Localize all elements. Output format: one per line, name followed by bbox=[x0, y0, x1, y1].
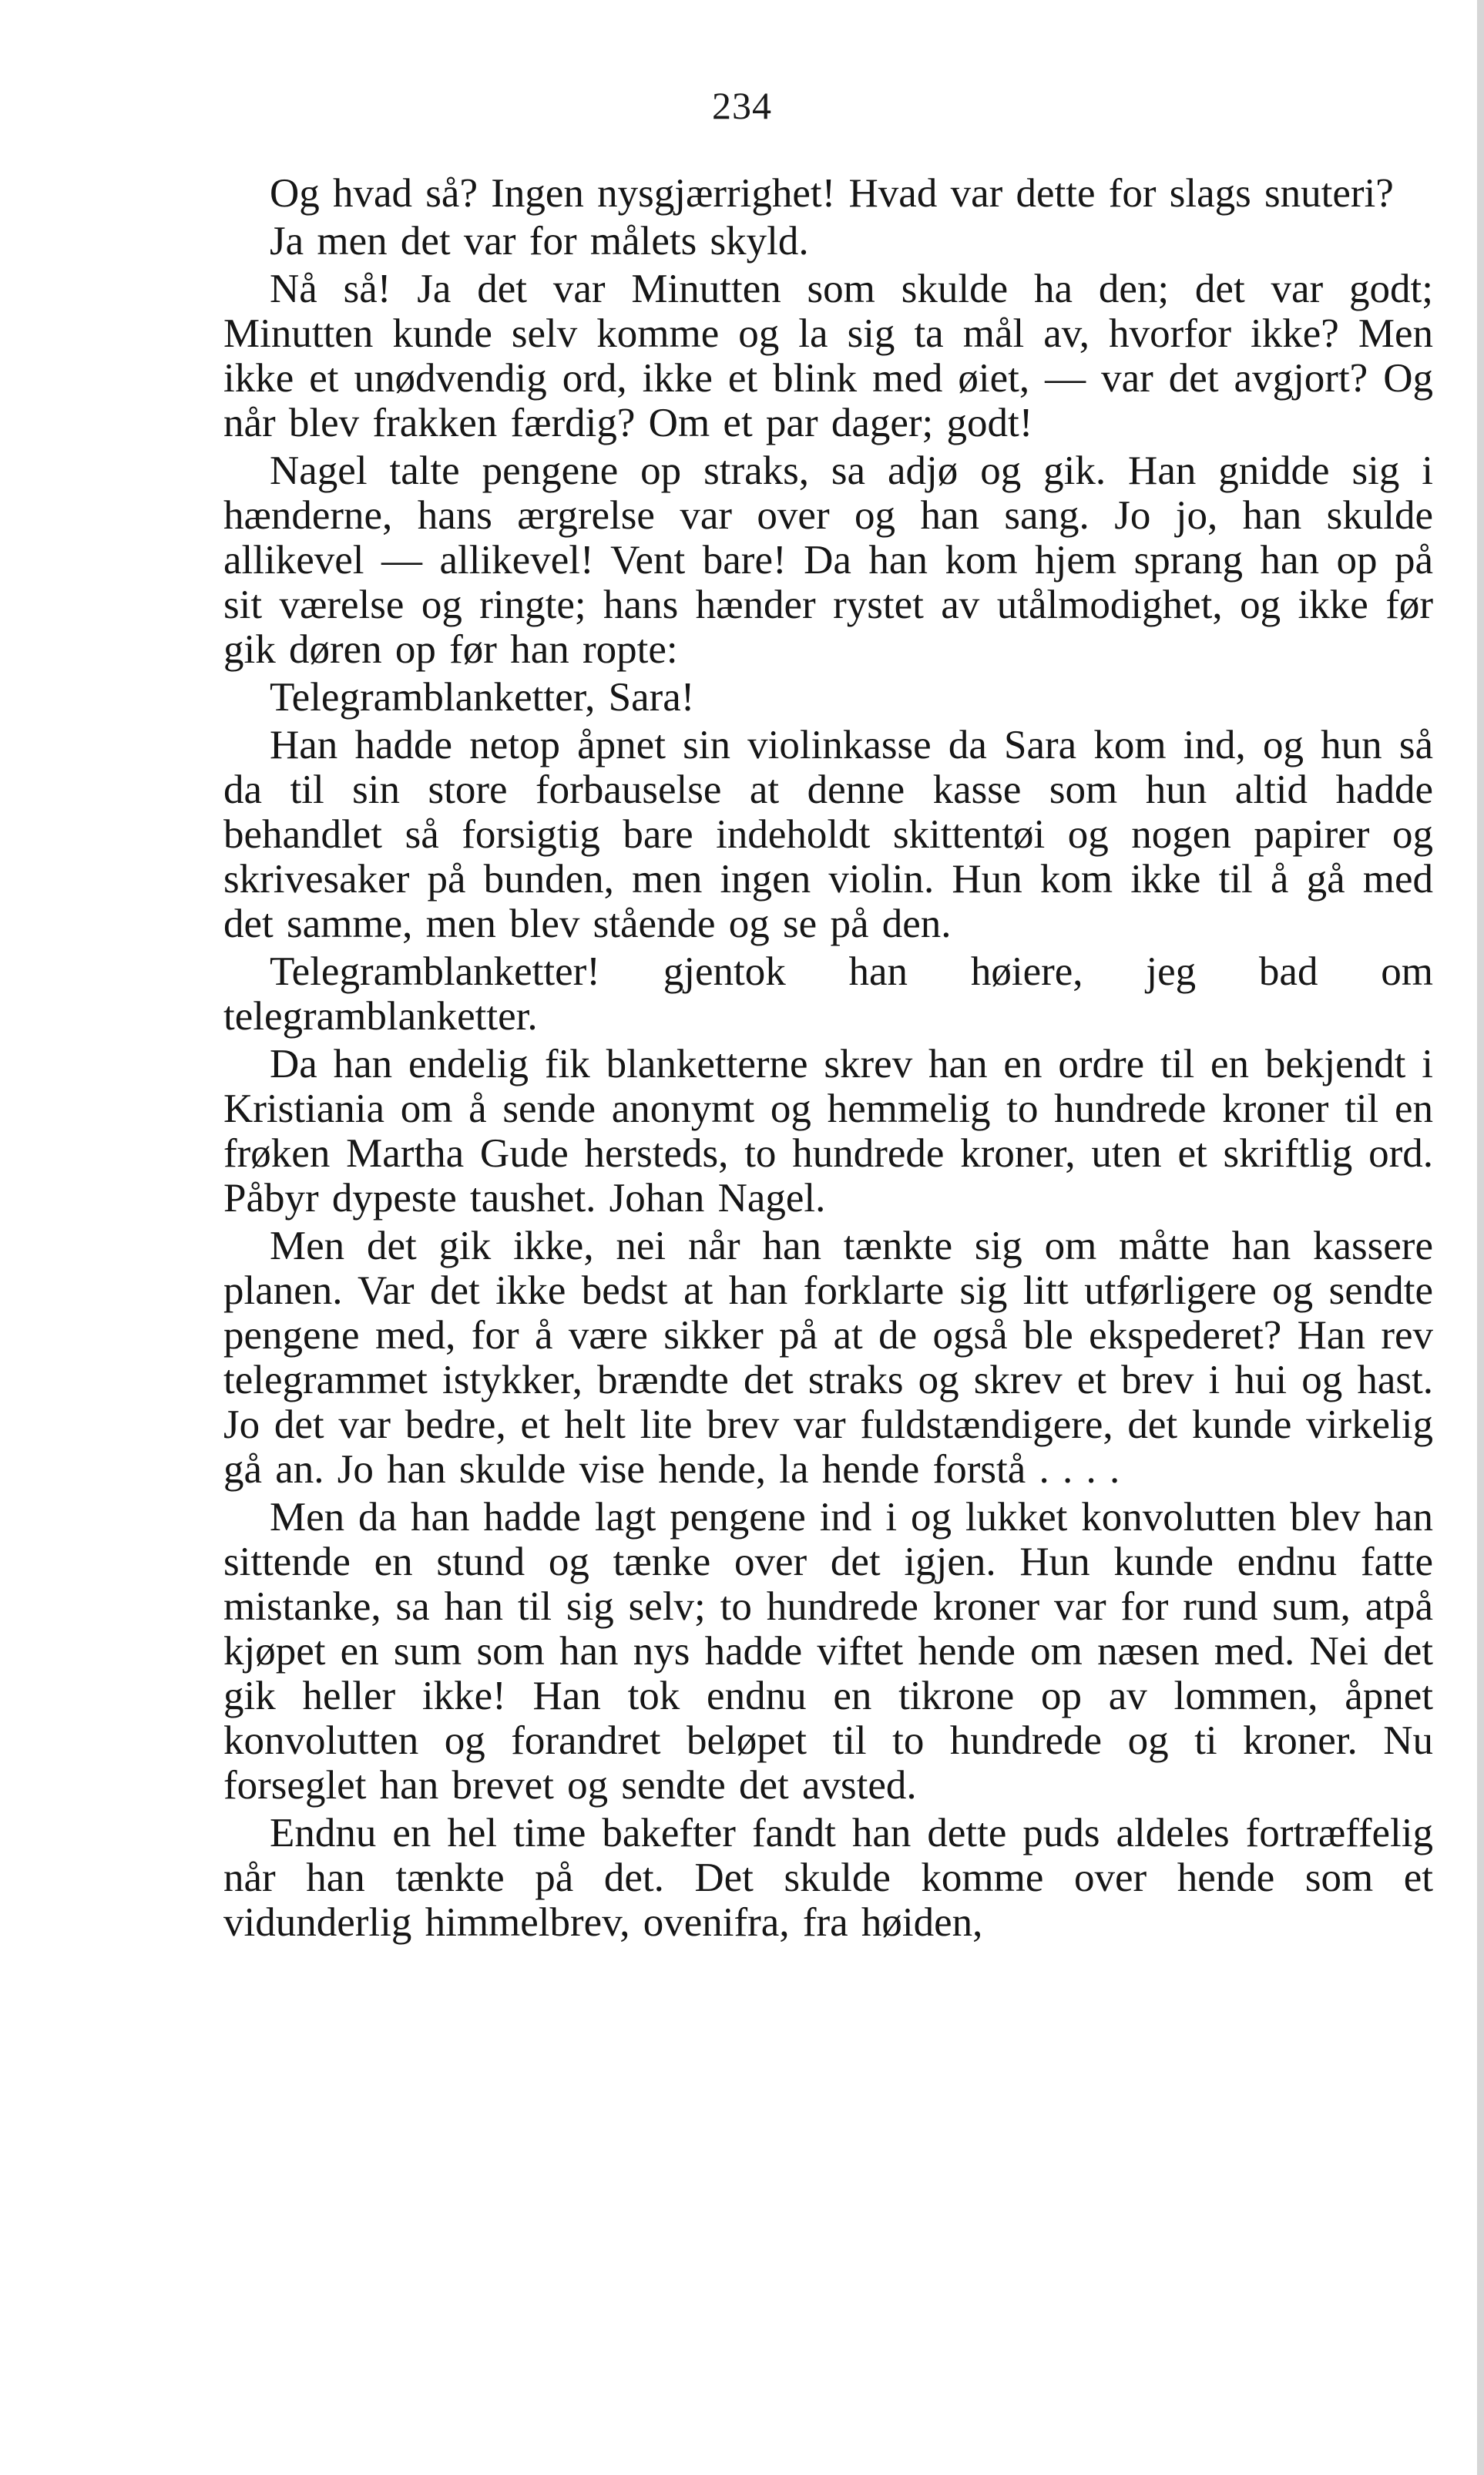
paragraph: Nå så! Ja det var Minutten som skulde ha den; det var godt; Minutten kunde selv komme og la sig ta mål av, hvorfor ikke? Men ikke et unødvendig ord, ikke et blink med øiet, — var det avgjort? Og når blev frakken færdig? Om et par dager; godt! bbox=[223, 267, 1433, 445]
body-text bbox=[223, 170, 1433, 1945]
paragraph: Han hadde netop åpnet sin violinkasse da Sara kom ind, og hun så da til sin store forbauselse at denne kasse som hun altid hadde behandlet så forsigtig bare indeholdt skittentøi og nogen papirer og skrivesaker på bunden, men ingen violin. Hun kom ikke til å gå med det samme, men blev stående og se på den. bbox=[223, 723, 1433, 946]
paragraph: Men det gik ikke, nei når han tænkte sig om måtte han kassere planen. Var det ikke bedst at han forklarte sig litt utførligere og sendte pengene med, for å være sikker på at de også ble ekspederet? Han rev telegrammet istykker, brændte det straks og skrev et brev i hui og hast. Jo det var bedre, et helt lite brev var fuldstændigere, det kunde virkelig gå an. Jo han skulde vise hende, la hende forstå . . . . bbox=[223, 1224, 1433, 1492]
paragraph: Nagel talte pengene op straks, sa adjø og gik. Han gnidde sig i hænderne, hans ærgrelse var over og han sang. Jo jo, han skulde allikevel — allikevel! Vent bare! Da han kom hjem sprang han op på sit værelse og ringte; hans hænder rystet av utålmodighet, og ikke før gik døren op før han ropte: bbox=[223, 448, 1433, 672]
page-edge bbox=[1477, 0, 1484, 2475]
paragraph: Telegramblanketter! gjentok han høiere, jeg bad om telegramblanketter. bbox=[223, 949, 1433, 1039]
page-number: 234 bbox=[712, 84, 772, 127]
paragraph: Da han endelig fik blanketterne skrev han en ordre til en bekjendt i Kristiania om å sende anonymt og hemmelig to hundrede kroner til en frøken Martha Gude hersteds, to hundrede kroner, uten et skriftlig ord. Påbyr dypeste taushet. Johan Nagel. bbox=[223, 1042, 1433, 1221]
paragraph: Men da han hadde lagt pengene ind i og lukket konvolutten blev han sittende en stund og tænke over det igjen. Hun kunde endnu fatte mistanke, sa han til sig selv; to hundrede kroner var for rund sum, atpå kjøpet en sum som han nys hadde viftet hende om næsen med. Nei det gik heller ikke! Han tok endnu en tikrone op av lommen, åpnet konvolutten og forandret beløpet til to hundrede og ti kroner. Nu forseglet han brevet og sendte det avsted. bbox=[223, 1495, 1433, 1808]
paragraph: Telegramblanketter, Sara! bbox=[270, 675, 695, 720]
paragraph: Ja men det var for målets skyld. bbox=[270, 219, 809, 264]
paragraph: Endnu en hel time bakefter fandt han dette puds aldeles fortræffelig når han tænkte på det. Det skulde komme over hende som et vidunderlig himmelbrev, ovenifra, fra høiden, bbox=[223, 1811, 1433, 1945]
paragraph: Og hvad så? Ingen nysgjærrighet! Hvad var dette for slags snuteri? bbox=[270, 171, 1394, 216]
